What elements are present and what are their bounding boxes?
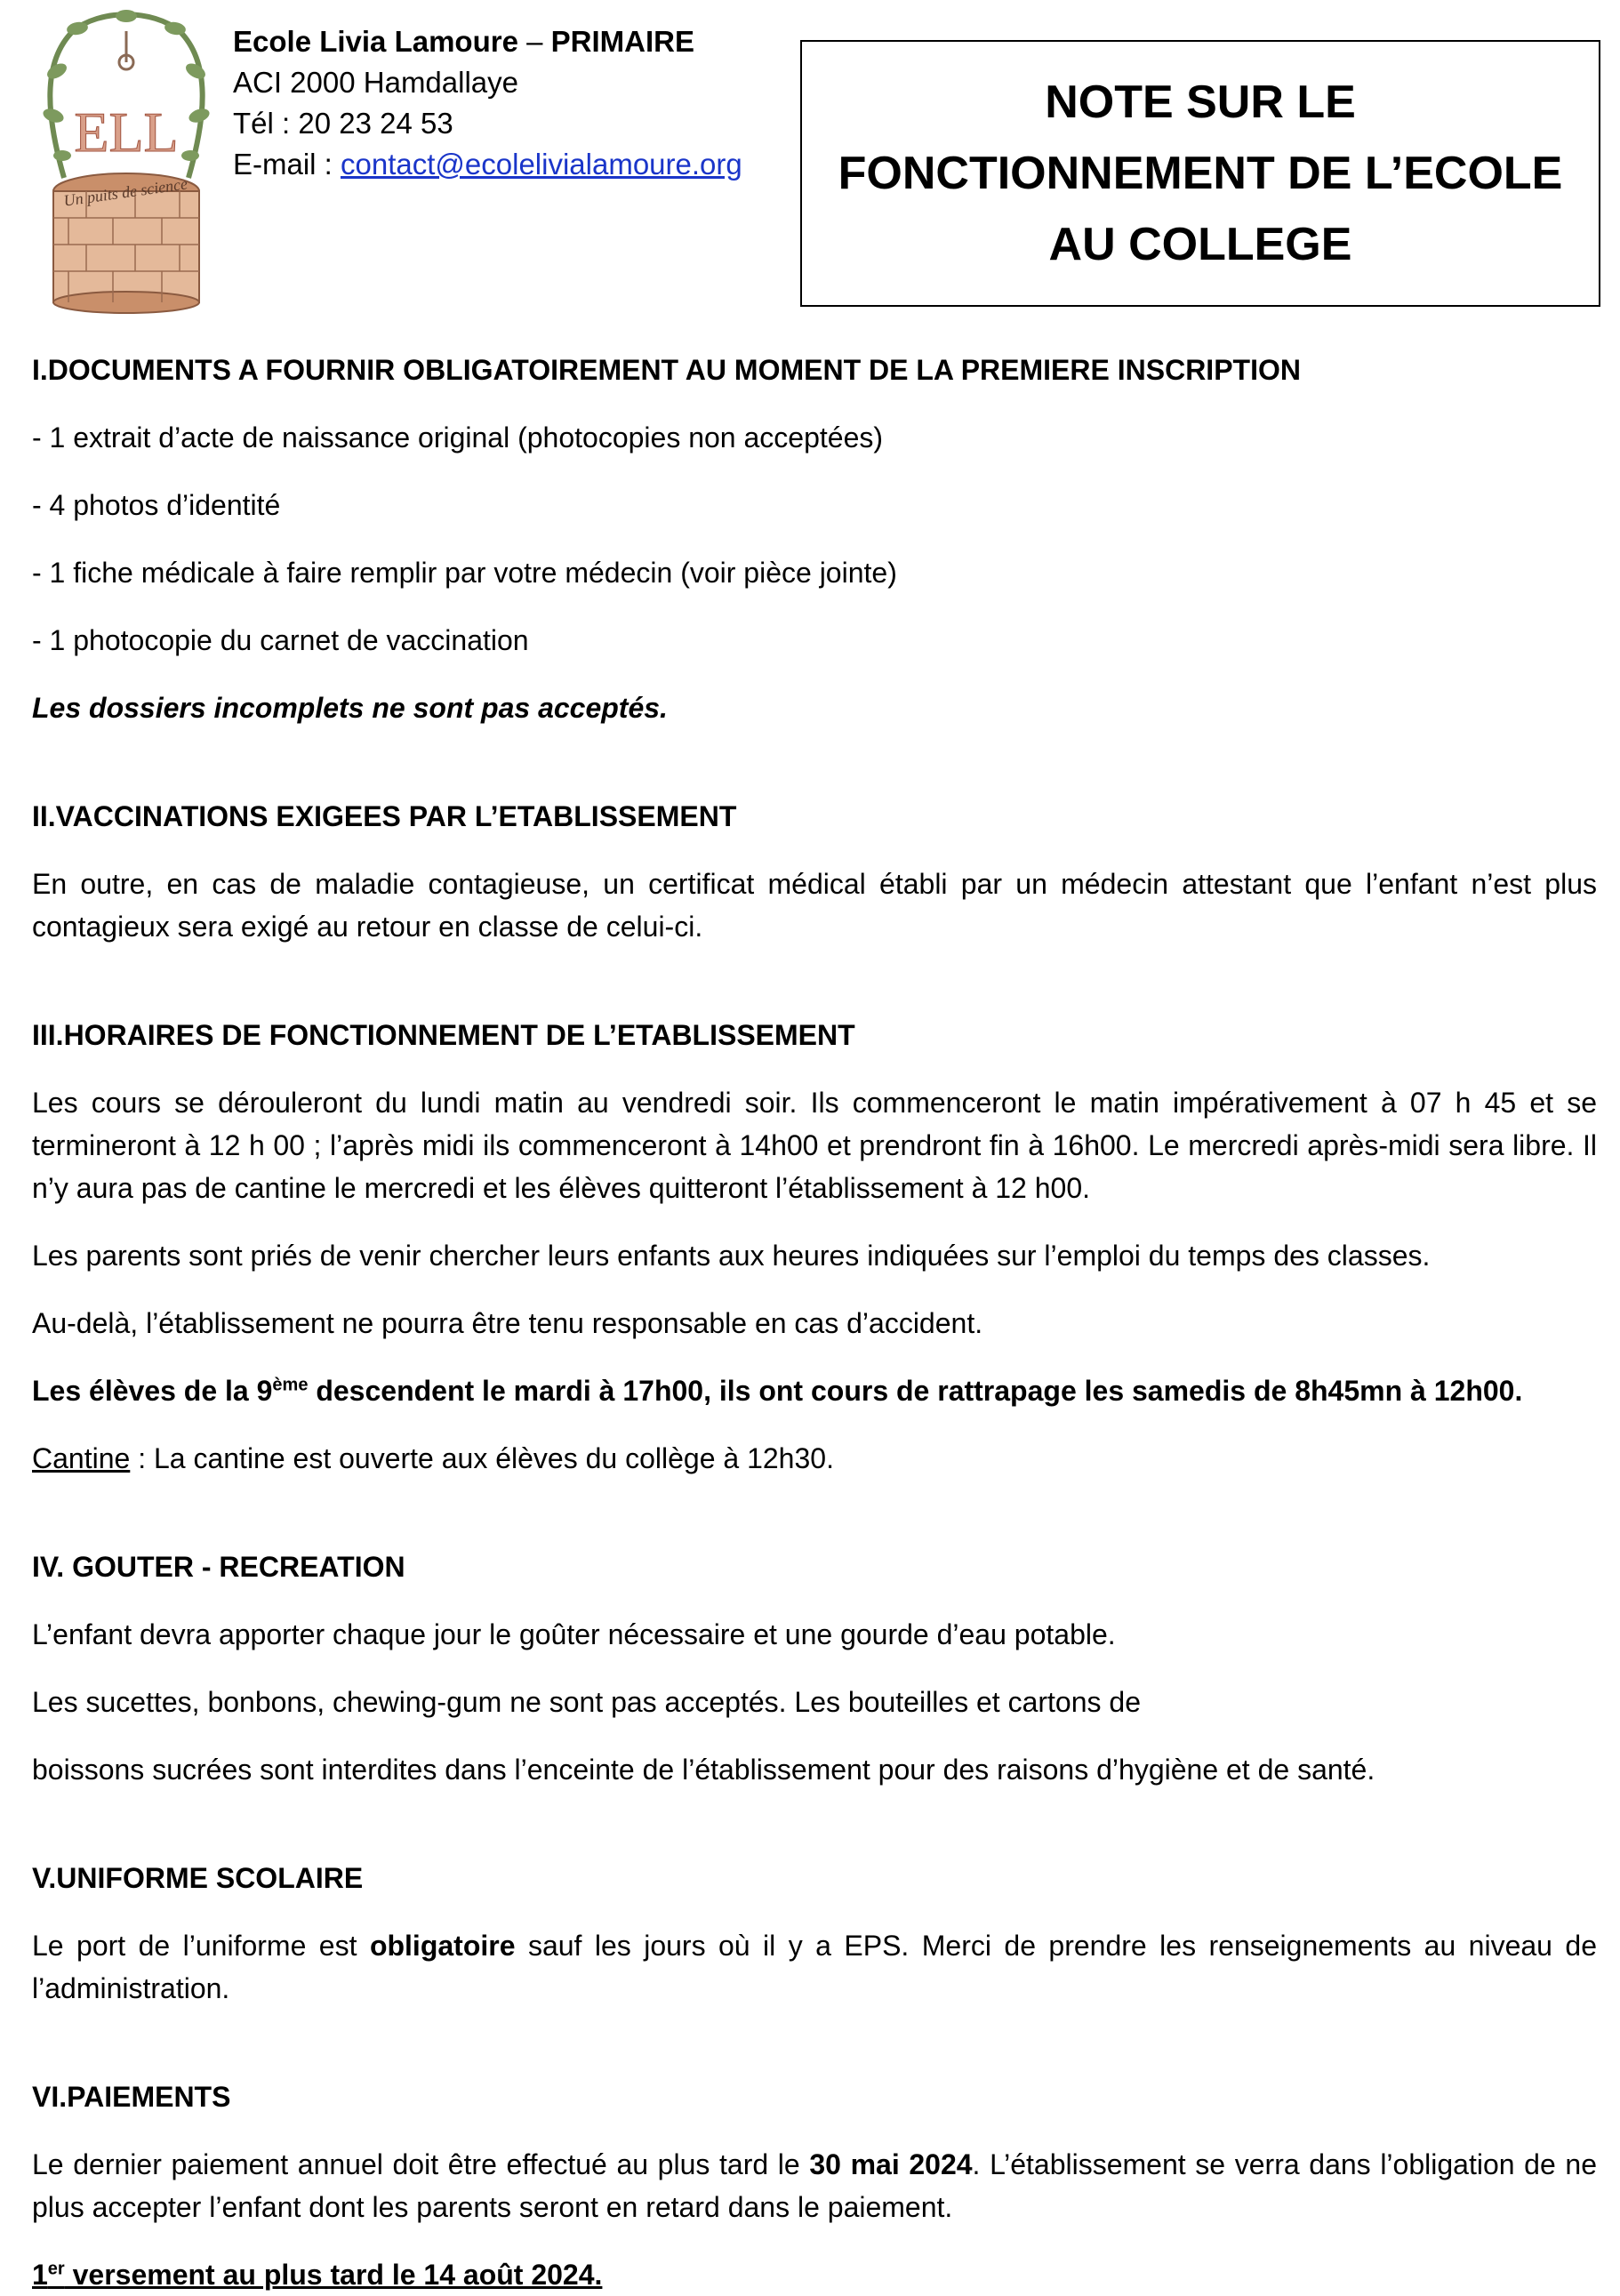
section-4-p2: Les sucettes, bonbons, chewing-gum ne sont pas acceptés. Les bouteilles et cartons de [32, 1686, 1141, 1718]
school-name-sep: – [517, 25, 551, 58]
section-1-item: - 1 extrait d’acte de naissance original (photocopies non acceptées) [32, 421, 884, 454]
ninth-grade-b: descendent le mardi à 17h00, ils ont cours de rattrapage les samedis de 8h45mn à 12h00. [308, 1375, 1523, 1407]
school-email-line [233, 144, 742, 185]
title-line-3: AU COLLEGE [1048, 219, 1352, 270]
section-1-item: - 4 photos d’identité [32, 489, 281, 521]
school-info [233, 21, 742, 185]
section-2-title: II.VACCINATIONS EXIGEES PAR L’ETABLISSEMENT [32, 800, 737, 832]
cantine-label: Cantine [32, 1442, 131, 1474]
section-3-responsibility: Au-delà, l’établissement ne pourra être tenu responsable en cas d’accident. [32, 1307, 983, 1339]
cantine-text: : La cantine est ouverte aux élèves du collège à 12h30. [130, 1442, 834, 1474]
school-name [233, 21, 742, 62]
logo-motto: Un puits de science [62, 174, 189, 210]
section-6-title: VI.PAIEMENTS [32, 2081, 231, 2113]
section-3-ninth-grade [32, 1369, 1597, 1412]
document-body [32, 349, 1597, 2296]
school-name-part2: PRIMAIRE [550, 25, 694, 58]
school-phone: Tél : 20 23 24 53 [233, 107, 453, 140]
logo-letters: ELL [74, 100, 179, 164]
section-6-text [32, 2143, 1597, 2228]
school-logo [37, 9, 215, 316]
section-4-p1: L’enfant devra apporter chaque jour le goûter nécessaire et une gourde d’eau potable. [32, 1618, 1116, 1650]
email-link[interactable]: contact@ecolelivialamoure.org [341, 148, 742, 181]
title-line-2: FONCTIONNEMENT DE L’ECOLE [838, 148, 1563, 199]
section-4-p3: boissons sucrées sont interdites dans l’enceinte de l’établissement pour des raisons d’hygiène et de santé. [32, 1754, 1375, 1786]
section-1-item: - 1 fiche médicale à faire remplir par votre médecin (voir pièce jointe) [32, 557, 897, 589]
payment-c: . L’établissement se verra dans l’obligation de ne plus accepter l’enfant dont les parents seront en retard dans le paiement. [32, 2148, 1597, 2223]
first-payment-b: versement au plus tard le 14 août 2024. [64, 2259, 603, 2291]
uniform-c: sauf les jours où il y a EPS. Merci de prendre les renseignements au niveau de l’administration. [32, 1930, 1598, 2004]
section-3-cantine [32, 1437, 1597, 1480]
payment-date: 30 mai 2024 [809, 2148, 973, 2180]
school-address: ACI 2000 Hamdallaye [233, 66, 519, 99]
ninth-grade-a: Les élèves de la 9 [32, 1375, 273, 1407]
section-4-title: IV. GOUTER - RECREATION [32, 1551, 405, 1583]
uniform-b: obligatoire [369, 1930, 516, 1962]
title-line-1: NOTE SUR LE [1045, 76, 1356, 128]
first-payment-sup: er [47, 2259, 65, 2279]
section-1-title: I.DOCUMENTS A FOURNIR OBLIGATOIREMENT AU MOMENT DE LA PREMIERE INSCRIPTION [32, 354, 1301, 386]
first-payment-a: 1 [32, 2259, 48, 2291]
section-2-text: En outre, en cas de maladie contagieuse, un certificat médical établi par un médecin attestant que l’enfant n’est plus contagieux sera exigé au retour en classe de celui-ci. [32, 868, 1597, 943]
section-1-item: - 1 photocopie du carnet de vaccination [32, 624, 529, 656]
section-1-note: Les dossiers incomplets ne sont pas acceptés. [32, 692, 668, 724]
document-title-box [800, 40, 1600, 307]
section-5-text [32, 1924, 1597, 2010]
payment-a: Le dernier paiement annuel doit être effectué au plus tard le [32, 2148, 810, 2180]
section-3-pickup: Les parents sont priés de venir chercher leurs enfants aux heures indiquées sur l’emploi du temps des classes. [32, 1240, 1431, 1272]
section-6-first-payment [32, 2253, 1597, 2296]
section-5-title: V.UNIFORME SCOLAIRE [32, 1862, 364, 1894]
email-label: E-mail : [233, 148, 341, 181]
school-name-part1: Ecole Livia Lamoure [233, 25, 518, 58]
uniform-a: Le port de l’uniforme est [32, 1930, 370, 1962]
section-3-hours: Les cours se dérouleront du lundi matin au vendredi soir. Ils commenceront le matin impérativement à 07 h 45 et se termineront à 12 h 00 ; l’après midi ils commenceront à 14h00 et prendront fin à 16h00. Le mercredi après-midi sera libre. Il n’y aura pas de cantine le mercredi et les élèves quitteront l’établissement à 12 h00. [32, 1087, 1597, 1204]
section-3-title: III.HORAIRES DE FONCTIONNEMENT DE L’ETABLISSEMENT [32, 1019, 855, 1051]
ninth-grade-sup: ème [272, 1375, 309, 1395]
